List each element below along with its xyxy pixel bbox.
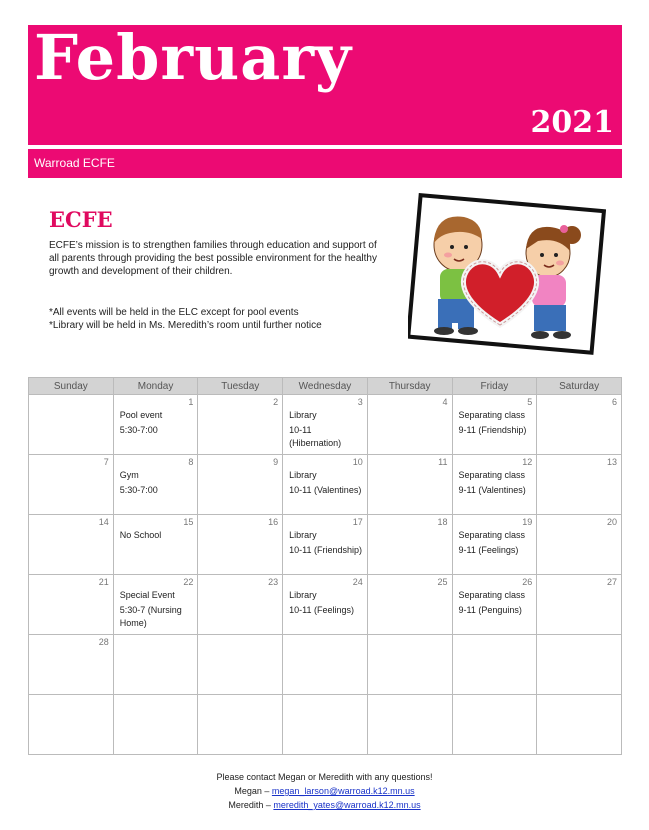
day-number: 11: [438, 457, 448, 467]
day-event: [204, 409, 279, 411]
calendar-day-cell: [537, 635, 622, 695]
calendar-day-cell: [29, 515, 114, 575]
calendar-day-cell: [283, 515, 368, 575]
day-number: 24: [352, 577, 363, 587]
day-number: 10: [352, 457, 363, 467]
weekday-header: Saturday: [537, 378, 622, 395]
contact-megan: [0, 784, 649, 798]
mission-text: ECFE’s mission is to strengthen families through education and support of all parents through providing the best possible environment for the healthy growth and development of their children.: [49, 240, 377, 277]
calendar-day-cell: [452, 515, 537, 575]
event-title: Special Event: [119, 590, 175, 600]
day-number: 1: [188, 397, 194, 407]
day-number: 5: [527, 397, 533, 407]
day-event: [543, 409, 618, 411]
day-event: [543, 709, 618, 711]
meredith-email-link[interactable]: meredith_yates@warroad.k12.mn.us: [273, 800, 421, 810]
day-event: [459, 589, 534, 617]
note-library: *Library will be held in Ms. Meredith’s room until further notice: [49, 320, 322, 331]
event-detail: 5:30-7:00: [119, 425, 158, 435]
weekday-header: Sunday: [29, 378, 114, 395]
event-title: Separating class: [458, 590, 526, 600]
day-number: 7: [103, 457, 109, 467]
event-title: Pool event: [119, 410, 163, 420]
calendar-day-cell: [113, 635, 198, 695]
contact-meredith: [0, 798, 649, 812]
calendar-day-cell: [367, 395, 452, 455]
day-event: [35, 469, 110, 471]
calendar-week-row: [29, 575, 622, 635]
calendar-day-cell: [367, 515, 452, 575]
calendar-day-cell: [198, 515, 283, 575]
calendar-day-cell: [283, 455, 368, 515]
day-event: [120, 649, 195, 651]
day-event: [374, 529, 449, 531]
day-number: 26: [522, 577, 533, 587]
event-detail: 9-11 (Friendship): [458, 425, 527, 435]
calendar-day-cell: [367, 455, 452, 515]
calendar-day-cell: [283, 635, 368, 695]
meredith-label: Meredith –: [228, 800, 274, 810]
day-number: 12: [522, 457, 533, 467]
event-detail: 10-11 (Feelings): [289, 605, 354, 615]
day-event: [459, 469, 534, 497]
month-banner: [28, 21, 622, 145]
day-event: [120, 529, 195, 544]
org-bar: [28, 149, 622, 178]
calendar-day-cell: [452, 575, 537, 635]
day-event: [459, 409, 534, 437]
calendar-day-cell: [367, 635, 452, 695]
calendar-day-cell: [198, 635, 283, 695]
event-detail: 5:30-7:00: [119, 485, 158, 495]
day-event: [35, 649, 110, 651]
day-event: [459, 649, 534, 651]
calendar-day-cell: [113, 695, 198, 755]
calendar-day-cell: [29, 695, 114, 755]
day-event: [543, 529, 618, 531]
day-number: 18: [437, 517, 448, 527]
event-detail: 10-11 (Friendship): [289, 545, 362, 555]
calendar-day-cell: [537, 575, 622, 635]
event-detail: 10-11 (Hibernation): [289, 425, 342, 448]
day-event: [289, 529, 364, 557]
day-event: [289, 469, 364, 497]
day-number: 6: [611, 397, 617, 407]
day-event: [35, 409, 110, 411]
day-event: [35, 589, 110, 591]
calendar-day-cell: [29, 395, 114, 455]
day-event: [374, 409, 449, 411]
day-event: [120, 469, 195, 497]
day-event: [374, 709, 449, 711]
day-event: [204, 529, 279, 531]
calendar-day-cell: [283, 395, 368, 455]
day-number: 23: [268, 577, 279, 587]
calendar-day-cell: [367, 695, 452, 755]
event-title: Gym: [119, 470, 139, 480]
day-number: 25: [437, 577, 448, 587]
calendar-day-cell: [452, 695, 537, 755]
calendar-day-cell: [452, 455, 537, 515]
day-number: 22: [183, 577, 194, 587]
day-number: 3: [357, 397, 363, 407]
day-number: 9: [273, 457, 279, 467]
day-number: 13: [606, 457, 617, 467]
calendar-week-row: [29, 395, 622, 455]
valentine-kids-illustration: [408, 193, 606, 358]
calendar-day-cell: [367, 575, 452, 635]
calendar-header-row: [29, 378, 622, 395]
calendar-day-cell: [29, 575, 114, 635]
calendar-day-cell: [537, 395, 622, 455]
weekday-header: Wednesday: [283, 378, 368, 395]
org-name: Warroad ECFE: [34, 156, 115, 170]
calendar-day-cell: [113, 395, 198, 455]
weekday-header: Thursday: [367, 378, 452, 395]
event-title: Library: [289, 590, 317, 600]
calendar-day-cell: [452, 395, 537, 455]
event-detail: 9-11 (Feelings): [458, 545, 519, 555]
calendar-day-cell: [113, 575, 198, 635]
day-event: [289, 409, 364, 450]
event-title: Library: [289, 470, 317, 480]
calendar-day-cell: [198, 395, 283, 455]
calendar-day-cell: [283, 575, 368, 635]
megan-label: Megan –: [234, 786, 272, 796]
event-title: Separating class: [458, 410, 526, 420]
footer-contacts: [0, 770, 649, 812]
event-detail: 9-11 (Valentines): [458, 485, 526, 495]
calendar-week-row: [29, 455, 622, 515]
day-event: [543, 469, 618, 471]
calendar-day-cell: [452, 635, 537, 695]
calendar-day-cell: [537, 515, 622, 575]
calendar-day-cell: [283, 695, 368, 755]
day-event: [543, 649, 618, 651]
day-number: 20: [606, 517, 617, 527]
notes: [49, 306, 389, 332]
day-number: 17: [352, 517, 363, 527]
day-number: 2: [273, 397, 279, 407]
day-event: [120, 709, 195, 711]
calendar-table: [28, 377, 622, 755]
weekday-header: Friday: [452, 378, 537, 395]
day-event: [120, 589, 195, 630]
calendar-day-cell: [29, 455, 114, 515]
calendar-day-cell: [113, 455, 198, 515]
day-number: 4: [442, 397, 448, 407]
weekday-header: Monday: [113, 378, 198, 395]
day-number: 8: [188, 457, 194, 467]
day-event: [289, 709, 364, 711]
day-event: [459, 529, 534, 557]
day-number: 21: [98, 577, 109, 587]
event-detail: 9-11 (Penguins): [458, 605, 522, 615]
day-number: 15: [183, 517, 194, 527]
day-event: [204, 709, 279, 711]
weekday-header: Tuesday: [198, 378, 283, 395]
day-event: [204, 589, 279, 591]
event-detail: 5:30-7 (Nursing Home): [119, 605, 182, 628]
day-number: 16: [268, 517, 279, 527]
calendar-day-cell: [198, 455, 283, 515]
day-event: [120, 409, 195, 437]
month-title: February: [34, 21, 353, 94]
day-number: 28: [98, 637, 109, 647]
day-event: [204, 469, 279, 471]
calendar-week-row: [29, 695, 622, 755]
day-event: [35, 529, 110, 531]
contact-prompt: Please contact Megan or Meredith with any questions!: [216, 772, 433, 782]
event-title: Separating class: [458, 470, 526, 480]
day-event: [35, 709, 110, 711]
megan-email-link[interactable]: megan_larson@warroad.k12.mn.us: [271, 786, 415, 796]
day-event: [543, 589, 618, 591]
event-detail: 10-11 (Valentines): [289, 485, 362, 495]
day-event: [204, 649, 279, 651]
year-label: 2021: [530, 105, 614, 140]
day-number: 19: [522, 517, 533, 527]
calendar-day-cell: [198, 695, 283, 755]
calendar-day-cell: [113, 515, 198, 575]
calendar-day-cell: [537, 695, 622, 755]
event-title: Library: [289, 530, 317, 540]
day-event: [374, 649, 449, 651]
calendar-week-row: [29, 515, 622, 575]
calendar-day-cell: [198, 575, 283, 635]
day-event: [289, 589, 364, 617]
calendar-day-cell: [29, 635, 114, 695]
calendar-day-cell: [537, 455, 622, 515]
section-title: ECFE: [49, 207, 113, 232]
calendar-week-row: [29, 635, 622, 695]
event-title: Separating class: [458, 530, 526, 540]
day-event: [289, 649, 364, 651]
day-number: 27: [606, 577, 617, 587]
day-event: [374, 469, 449, 471]
day-number: 14: [98, 517, 109, 527]
note-pool: *All events will be held in the ELC except for pool events: [49, 307, 299, 318]
day-event: [459, 709, 534, 711]
event-title: No School: [119, 530, 162, 540]
day-event: [374, 589, 449, 591]
event-title: Library: [289, 410, 317, 420]
